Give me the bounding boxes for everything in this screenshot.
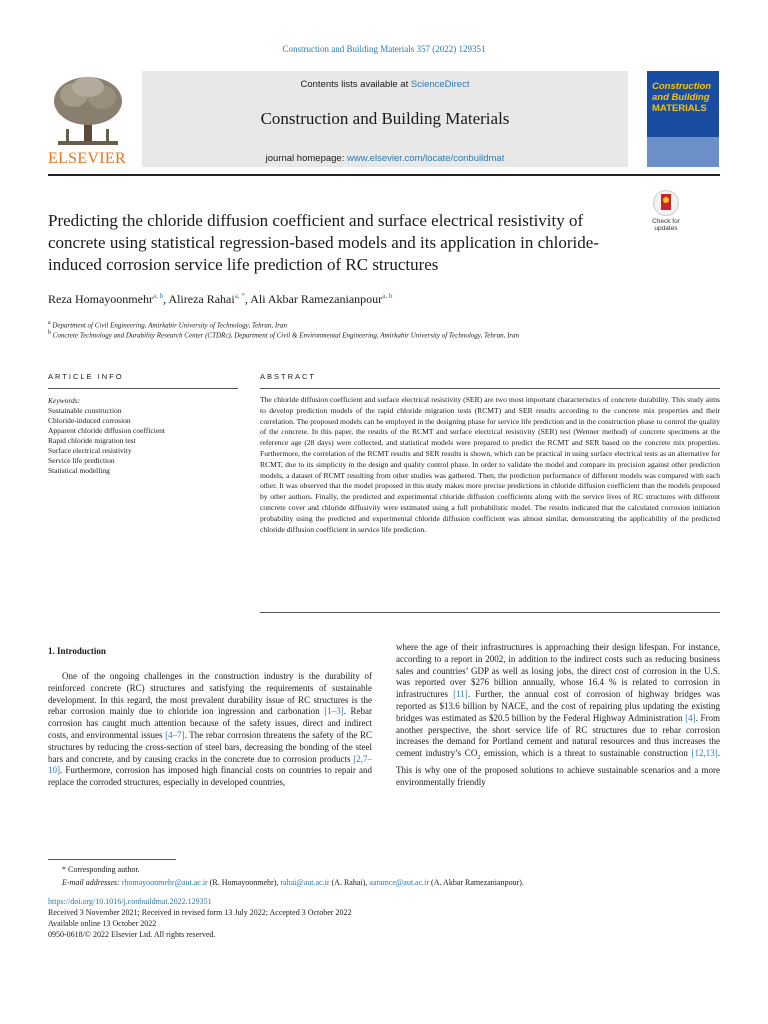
publication-info [48, 896, 720, 940]
author-affiliation-mark[interactable]: a, b [382, 292, 393, 300]
check-for-updates-button[interactable] [646, 190, 686, 234]
citation-link[interactable]: [2,7–10] [48, 753, 372, 776]
author-name[interactable]: Ali Akbar Ramezanianpour [250, 292, 383, 306]
body-text: . From another perspective, the short service life of RC structures due to rebar corrosion increases the demand for Portland cement and natural resources and thus increases the cement industry’s CO [396, 712, 720, 759]
body-text: . Further, the annual cost of corrosion of highway bridges was reported as $13.6 billion by NACE, and the cost of repairing plus updating the existing bridges was estimated as $20.5 billion by the Federal Highway Administration [396, 689, 720, 723]
body-text: . This is why one of the proposed solutions to achieve sustainable scenarios and a more environmentally friendly [396, 748, 720, 787]
keyword: Statistical modelling [48, 466, 110, 475]
cover-title-line2: and Building [652, 92, 710, 103]
cover-graphic [647, 137, 719, 167]
author-affiliation-mark[interactable]: a, * [234, 292, 245, 300]
email-label: E-mail addresses: [62, 877, 122, 887]
keywords-label: Keywords: [48, 396, 81, 405]
keywords-block [48, 396, 228, 476]
article-info-heading: ARTICLE INFO [48, 372, 124, 381]
author-name[interactable]: Alireza Rahai [168, 292, 235, 306]
contents-prefix: Contents lists available at [300, 79, 411, 90]
body-column-right [396, 642, 720, 788]
journal-header-box [142, 71, 628, 167]
keyword: Apparent chloride diffusion coefficient [48, 426, 165, 435]
keyword: Chloride-induced corrosion [48, 416, 131, 425]
journal-title: Construction and Building Materials [260, 109, 510, 128]
citation-link[interactable]: [4] [685, 712, 696, 723]
article-info-rule [48, 388, 238, 389]
abstract-heading: ABSTRACT [260, 372, 317, 381]
homepage-prefix: journal homepage: [265, 153, 347, 164]
cover-subtitle: MATERIALS [652, 103, 707, 114]
journal-cover-image[interactable] [647, 71, 719, 167]
citation-link[interactable]: [11] [453, 689, 468, 700]
affiliation-mark: b [48, 330, 51, 336]
masthead-divider [48, 174, 720, 176]
email-addresses [62, 877, 722, 890]
cover-title [652, 81, 711, 103]
journal-reference[interactable]: Construction and Building Materials 357 (2022) 129351 [282, 44, 486, 54]
author-separator: , [163, 292, 169, 306]
email-owner: (R. Homayoonmehr), [207, 877, 281, 887]
citation-link[interactable]: [4–7] [165, 729, 185, 740]
affiliation-mark: a [48, 320, 51, 326]
email-link[interactable]: rahai@aut.ac.ir [280, 877, 330, 887]
check-updates-icon [653, 190, 679, 216]
keyword: Service life prediction [48, 456, 115, 465]
cover-title-line1: Construction [652, 81, 712, 92]
subscript: 2 [477, 754, 481, 761]
email-link[interactable]: rhomayoonmehr@aut.ac.ir [121, 877, 208, 887]
body-text: where the age of their infrastructures is approaching their design lifespan. For instance, according to a report in 2002, in addition to the indirect costs such as reducing business sales and countries’ GDP as well as losing jobs, the direct cost of corrosion in the U.S. was reported over $276 billion annually, whose 16.4 % is related to corrosion in infrastructures [396, 642, 720, 700]
email-owner: (A. Rahai), [329, 877, 370, 887]
affiliation [48, 320, 720, 329]
body-text: . The rebar corrosion threatens the safety of the RC structures by reducing the cross-section of steel bars, decreasing the bonding of the steel bars and concrete, and by causing cracks in the concrete due to corrosion products [48, 729, 373, 764]
body-text: . Rebar corrosion has caught much attention because of the safety issues, direct and indirect costs, and environmental issues [48, 706, 372, 740]
author-list [48, 292, 720, 307]
received-dates: Received 3 November 2021; Received in revised form 13 July 2022; Accepted 3 October 2022 [48, 908, 352, 917]
abstract-bottom-rule [260, 612, 720, 613]
email-owner: (A. Akbar Ramezanianpour). [429, 877, 524, 887]
sciencedirect-link[interactable]: ScienceDirect [410, 79, 470, 90]
affiliation-text: Concrete Technology and Durability Research Center (CTDRc), Department of Civil & Environmental Engineering, Amirkabir University of Technology, Tehran, Iran [52, 331, 520, 340]
masthead [48, 71, 628, 167]
corresponding-author-note: * Corresponding author. [62, 865, 140, 874]
article-title: Predicting the chloride diffusion coefficient and surface electrical resistivity of concrete using statistical regression-based models and its application in chloride-induced corrosion service life prediction of RC structures [48, 211, 599, 274]
journal-homepage-link[interactable]: www.elsevier.com/locate/conbuildmat [346, 153, 505, 164]
footnote-rule [48, 859, 176, 860]
affiliation [48, 330, 720, 339]
email-link[interactable]: aaramce@aut.ac.ir [369, 877, 430, 887]
author-separator: , [244, 292, 251, 306]
keyword: Rapid chloride migration test [48, 436, 136, 445]
abstract-rule [260, 388, 720, 389]
keyword: Surface electrical resistivity [48, 446, 132, 455]
abstract-text: The chloride diffusion coefficient and surface electrical resistivity (SER) are two most important characteristics of concrete durability. This study aims to develop prediction models of the rapid chloride migration tests (RCMT) and SER results according to the concrete mix properties and their correlation. The proposed models can be employed in the designing phase for service life prediction and in the construction phase to control the quality of the concrete. In this paper, the results of the RCMT and surface electrical resistivity (SER) test (Wenner method) of concrete specimens at the reference age (28 days) were collected, and statistical models were prepared to predict the RCMT and SER based on the concrete mix properties. Furthermore, the correlation of the RCMT results and SER results is shown, which can be practical in using surface electrical tests as an alternative for RCMT, due to its simplicity in the design and quality control phase. In order to validate the model and compare its precision against other prediction models, a dataset of RCMT resulting from other studies was gathered. Then, the prediction performance of different models was compared with each other. It was observed that the model proposed in this study makes more precise predictions in chloride diffusion coefficient than the models proposed by other authors. Finally, the predicted and experimental chloride diffusion coefficients along with the service lives of RC structures with different concrete cover and chloride diffusivity were estimated using a full probabilistic model. The results indicated that the calculated corrosion initiation probability using the predicted and experimental chloride diffusion coefficient was almost similar, demonstrating the applicability of the predicted chloride diffusion coefficient in service life prediction. [260, 395, 720, 534]
citation-link[interactable]: [12,13] [691, 748, 718, 759]
section-heading-introduction: 1. Introduction [48, 646, 106, 656]
copyright-notice: 0950-0618/© 2022 Elsevier Ltd. All rights reserved. [48, 930, 216, 939]
footnotes [62, 864, 722, 889]
keyword: Sustainable construction [48, 406, 122, 415]
publisher-name: ELSEVIER [48, 150, 126, 167]
affiliation-text: Department of Civil Engineering, Amirkabir University of Technology, Tehran, Iran [52, 321, 287, 330]
citation-link[interactable]: [1–3] [324, 706, 344, 717]
check-updates-line1: Check for [652, 218, 680, 225]
available-online-date: Available online 13 October 2022 [48, 919, 157, 928]
doi-link[interactable]: https://doi.org/10.1016/j.conbuildmat.2022.129351 [48, 897, 212, 906]
body-text: emission, which is a threat to sustainable construction [480, 748, 692, 759]
body-column-left [48, 671, 372, 789]
check-updates-line2: updates [654, 225, 678, 232]
author-name[interactable]: Reza Homayoonmehr [48, 292, 153, 306]
body-text: . Furthermore, corrosion has imposed high financial costs on countries to repair and replace the corroded structures, especially in developed countries, [48, 765, 372, 788]
author-affiliation-mark[interactable]: a, b [152, 292, 164, 300]
homepage-line [142, 153, 628, 164]
body-text: One of the ongoing challenges in the construction industry is the durability of reinforced concrete (RC) structures and satisfying the requirements of sustainable development. In this regard, the most prevalent durability issue of RC structures is the rebar corrosion mainly due to chloride ion ingression and carbonation [48, 671, 372, 717]
contents-line [142, 79, 628, 90]
